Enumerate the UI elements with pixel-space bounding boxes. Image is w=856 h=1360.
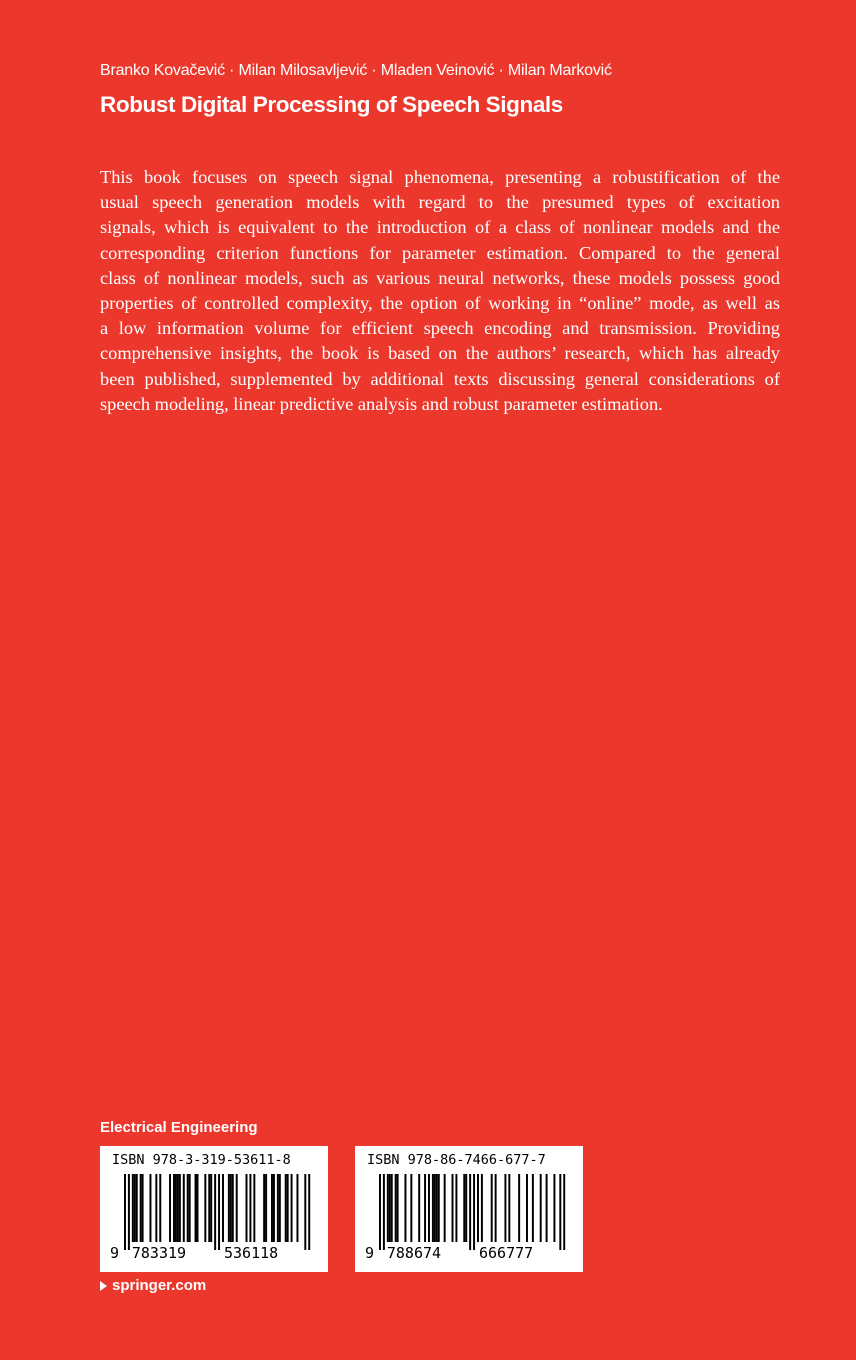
barcode-bar [532,1174,534,1242]
barcode-bar [187,1174,189,1242]
authors-line: Branko Kovačević · Milan Milosavljević · Mladen Veinović · Milan Marković [100,62,612,79]
barcode-bar [249,1174,251,1242]
barcode-bar [230,1174,232,1242]
barcode-bar [383,1174,385,1250]
barcode-bar [546,1174,548,1242]
barcode-digits: 788674 [386,1244,442,1262]
publisher-website[interactable] [100,1277,206,1294]
barcode-bar [387,1174,389,1242]
subject-category: Electrical Engineering [100,1119,258,1136]
barcode-bar [149,1174,151,1242]
barcode-bar [465,1174,467,1242]
barcode-bar [404,1174,406,1242]
barcode-bar [124,1174,126,1250]
description-line: usual speech generation models with regard to the presumed types of excitation [100,192,780,213]
barcode-bar [469,1174,471,1250]
barcode-bar [436,1174,438,1242]
isbn-label: ISBN 978-86-7466-677-7 [367,1152,546,1168]
barcode-bar [481,1174,483,1242]
barcode-bar [504,1174,506,1242]
barcode-bar [263,1174,265,1242]
barcode-bar [452,1174,454,1242]
isbn-label: ISBN 978-3-319-53611-8 [112,1152,291,1168]
barcode-graphic [108,1172,320,1264]
barcode-bar [495,1174,497,1242]
description-line: been published, supplemented by additional texts discussing general considerations of [100,368,780,389]
barcode-bar [195,1174,197,1242]
barcode-bar [277,1174,279,1242]
barcode-bar [183,1174,185,1242]
barcode-bar [391,1174,393,1242]
barcode-bar [265,1174,267,1242]
barcode-bar [197,1174,199,1242]
barcode-bar [296,1174,298,1242]
barcode-bar [159,1174,161,1242]
description-line: This book focuses on speech signal phenomena, presenting a robustification of the [100,167,780,187]
barcode-digits: 9 [110,1244,120,1262]
barcode-bar [397,1174,399,1242]
barcode-bar [540,1174,542,1242]
barcode-bar [279,1174,281,1242]
barcode-bar [395,1174,397,1242]
barcode-bar [463,1174,465,1242]
barcode-bar [232,1174,234,1242]
barcode-bar [304,1174,306,1250]
barcode-bar [236,1174,238,1242]
barcode-bar [473,1174,475,1250]
barcode-bar [285,1174,287,1242]
barcode-graphic [363,1172,575,1264]
description-line: corresponding criterion functions for parameter estimation. Compared to the general [100,242,780,263]
barcode-bar [208,1174,210,1242]
barcode-bar [228,1174,230,1242]
barcode-bar [189,1174,191,1242]
barcode-bar [218,1174,220,1250]
barcode-bar [518,1174,520,1242]
book-description [100,165,780,417]
description-line: comprehensive insights, the book is based on the authors’ research, which has already [100,343,780,364]
barcode-bar [291,1174,293,1242]
barcode-bar [287,1174,289,1242]
isbn-barcode-2 [355,1146,583,1272]
description-line: speech modeling, linear predictive analysis and robust parameter estimation. [100,393,663,414]
barcode-bar [508,1174,510,1242]
barcode-bar [438,1174,440,1242]
barcode-bar [418,1174,420,1242]
barcode-bar [424,1174,426,1242]
book-title: Robust Digital Processing of Speech Signals [100,92,563,117]
barcode-bar [173,1174,175,1242]
description-line: signals, which is equivalent to the introduction of a class of nonlinear models and the [100,217,780,238]
barcode-bar [273,1174,275,1242]
barcode-bar [563,1174,565,1250]
arrow-right-icon [100,1281,107,1291]
barcode-bar [179,1174,181,1242]
barcode-bar [155,1174,157,1242]
isbn-barcode-1 [100,1146,328,1272]
barcode-bar [142,1174,144,1242]
barcode-bar [410,1174,412,1242]
barcode-bar [432,1174,434,1242]
barcode-bar [434,1174,436,1242]
barcode-bar [136,1174,138,1242]
barcode-bar [389,1174,391,1242]
barcode-bar [214,1174,216,1250]
barcode-digits: 9 [365,1244,375,1262]
barcode-bar [204,1174,206,1242]
barcode-bar [222,1174,224,1242]
barcode-bar [559,1174,561,1250]
description-line: properties of controlled complexity, the option of working in “online” mode, as well as [100,293,780,314]
barcode-bar [526,1174,528,1242]
barcode-bar [455,1174,457,1242]
barcode-bar [308,1174,310,1250]
website-label: springer.com [112,1277,207,1294]
barcode-bar [444,1174,446,1242]
barcode-bar [140,1174,142,1242]
barcode-digits: 536118 [224,1244,279,1262]
barcode-bar [491,1174,493,1242]
barcode-bar [132,1174,134,1242]
barcode-bar [169,1174,171,1242]
barcode-bar [210,1174,212,1242]
barcode-bar [246,1174,248,1242]
barcode-bar [175,1174,177,1242]
description-line: class of nonlinear models, such as various neural networks, these models possess good [100,267,780,288]
barcode-bar [271,1174,273,1242]
barcode-bar [134,1174,136,1242]
description-line: a low information volume for efficient speech encoding and transmission. Providing [100,318,780,339]
barcode-bar [253,1174,255,1242]
barcode-digits: 783319 [131,1244,187,1262]
barcode-bar [128,1174,130,1250]
barcode-bar [428,1174,430,1242]
barcode-bar [177,1174,179,1242]
barcode-bar [553,1174,555,1242]
barcode-bar [477,1174,479,1242]
barcode-digits: 666777 [479,1244,534,1262]
barcode-bar [379,1174,381,1250]
